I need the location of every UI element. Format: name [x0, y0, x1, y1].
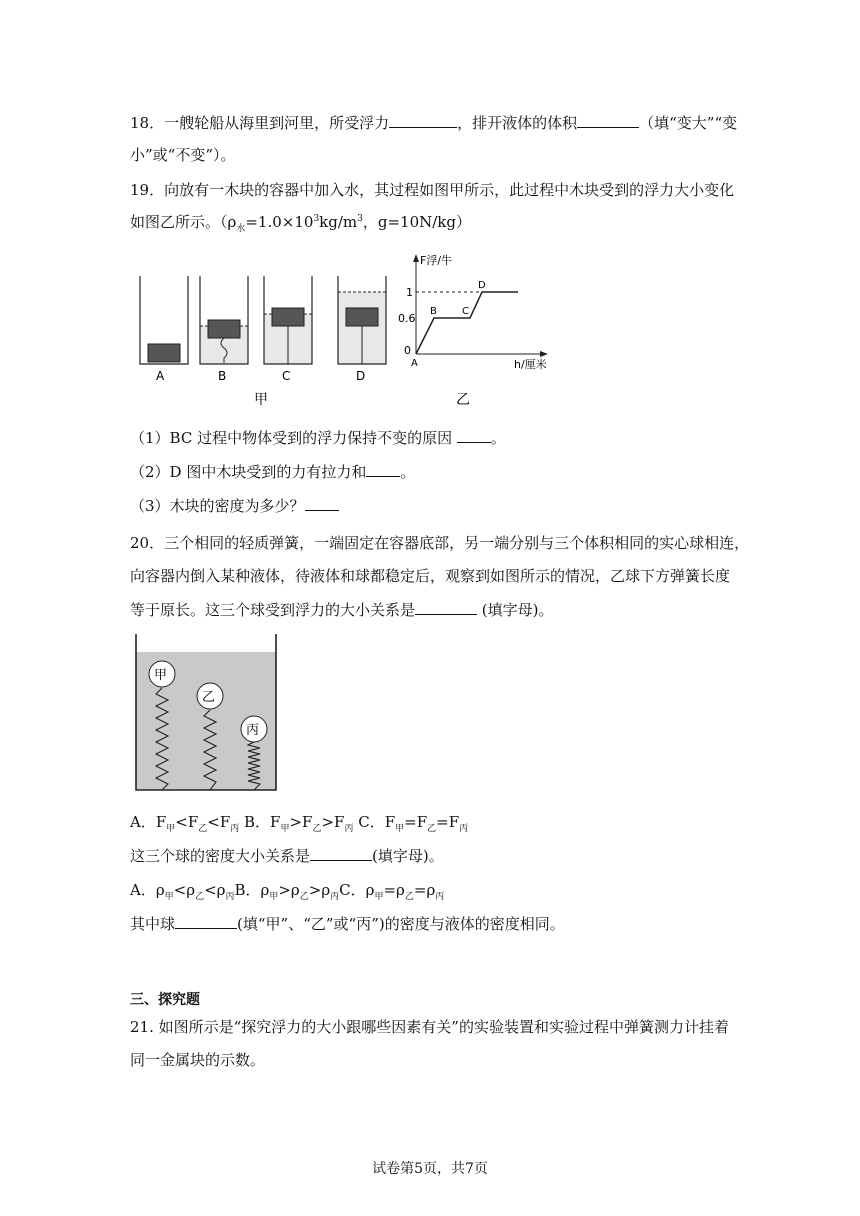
svg-text:F浮/牛: F浮/牛	[420, 254, 453, 267]
svg-text:C: C	[282, 369, 291, 383]
svg-text:B: B	[218, 369, 227, 383]
svg-text:甲: 甲	[154, 668, 168, 683]
container-d	[338, 276, 386, 383]
q20-line2: 向容器内倒入某种液体，待液体和球都稳定后，观察到如图所示的情况，乙球下方弹簧长度	[130, 567, 731, 585]
svg-text:0: 0	[404, 344, 411, 357]
graph-yi	[398, 253, 548, 408]
q20-line5: 其中球 (填“甲”、“乙”或“丙”)的密度与液体的密度相同。	[130, 915, 565, 933]
q18-line1: 18．一艘轮船从海里到河里，所受浮力 ，排开液体的体积 （填“变大”“变	[130, 114, 738, 132]
answer-blank[interactable]	[366, 462, 400, 477]
answer-blank[interactable]	[457, 428, 491, 443]
q19-sub3: （3）木块的密度为多少？	[130, 496, 339, 516]
answer-blank[interactable]	[415, 600, 477, 615]
q19-figure	[130, 248, 570, 412]
caption-jia: 甲	[254, 392, 268, 408]
q20-line3: 等于原长。这三个球受到浮力的大小关系是 (填字母)。	[130, 601, 554, 619]
section-heading: 三、探究题	[130, 992, 200, 1008]
q18-line2: 小”或“不变”）。	[130, 146, 236, 164]
q20-line1: 20．三个相同的轻质弹簧，一端固定在容器底部，另一端分别与三个体积相同的实心球相连，	[130, 534, 750, 552]
svg-text:0.6: 0.6	[398, 312, 416, 325]
answer-blank[interactable]	[577, 113, 639, 128]
caption-yi: 乙	[456, 392, 470, 408]
answer-blank[interactable]	[305, 496, 339, 511]
q20-options-force: A．$F_甲<F_乙<F_丙$ B．$F_甲>F_乙>F_丙$ C．$F_甲=F_乙=F_丙$	[130, 813, 469, 834]
q21-line2: 同一金属块的示数。	[130, 1051, 266, 1069]
q20-line4: 这三个球的密度大小关系是 (填字母)。	[130, 847, 444, 865]
q19-line2: 如图乙所示。（$\rho_水=1.0\times 10^3kg/m^3$，g=10N/kg）	[130, 213, 472, 234]
container-b	[200, 276, 248, 383]
svg-text:乙: 乙	[202, 690, 216, 705]
q19-sub1: （1）BC 过程中物体受到的浮力保持不变的原因 。	[130, 429, 506, 447]
answer-blank[interactable]	[175, 914, 237, 929]
svg-text:D: D	[478, 280, 486, 291]
svg-text:h/厘米: h/厘米	[514, 358, 547, 371]
container-a	[140, 276, 188, 383]
container-c	[264, 276, 312, 383]
svg-text:D: D	[356, 369, 366, 383]
svg-text:B: B	[430, 306, 437, 317]
answer-blank[interactable]	[310, 846, 372, 861]
q20-figure	[134, 634, 284, 794]
svg-text:A: A	[411, 358, 418, 369]
q21-line1: 21. 如图所示是“探究浮力的大小跟哪些因素有关”的实验装置和实验过程中弹簧测力计挂着	[130, 1018, 729, 1036]
svg-text:C: C	[462, 306, 469, 317]
answer-blank[interactable]	[389, 113, 457, 128]
q20-options-density: A．$\rho_甲<\rho_乙<\rho_丙B$．$\rho_甲>\rho_乙>\rho_丙C$．$\rho_甲=\rho_乙=\rho_丙$	[130, 881, 445, 902]
svg-text:A: A	[156, 369, 165, 383]
svg-text:1: 1	[406, 286, 413, 299]
svg-text:丙: 丙	[246, 723, 260, 738]
page-footer: 试卷第5页，共7页	[372, 1161, 488, 1177]
q19-sub2: （2）D 图中木块受到的力有拉力和 。	[130, 463, 416, 481]
q19-line1: 19．向放有一木块的容器中加入水，其过程如图甲所示，此过程中木块受到的浮力大小变化	[130, 181, 735, 199]
